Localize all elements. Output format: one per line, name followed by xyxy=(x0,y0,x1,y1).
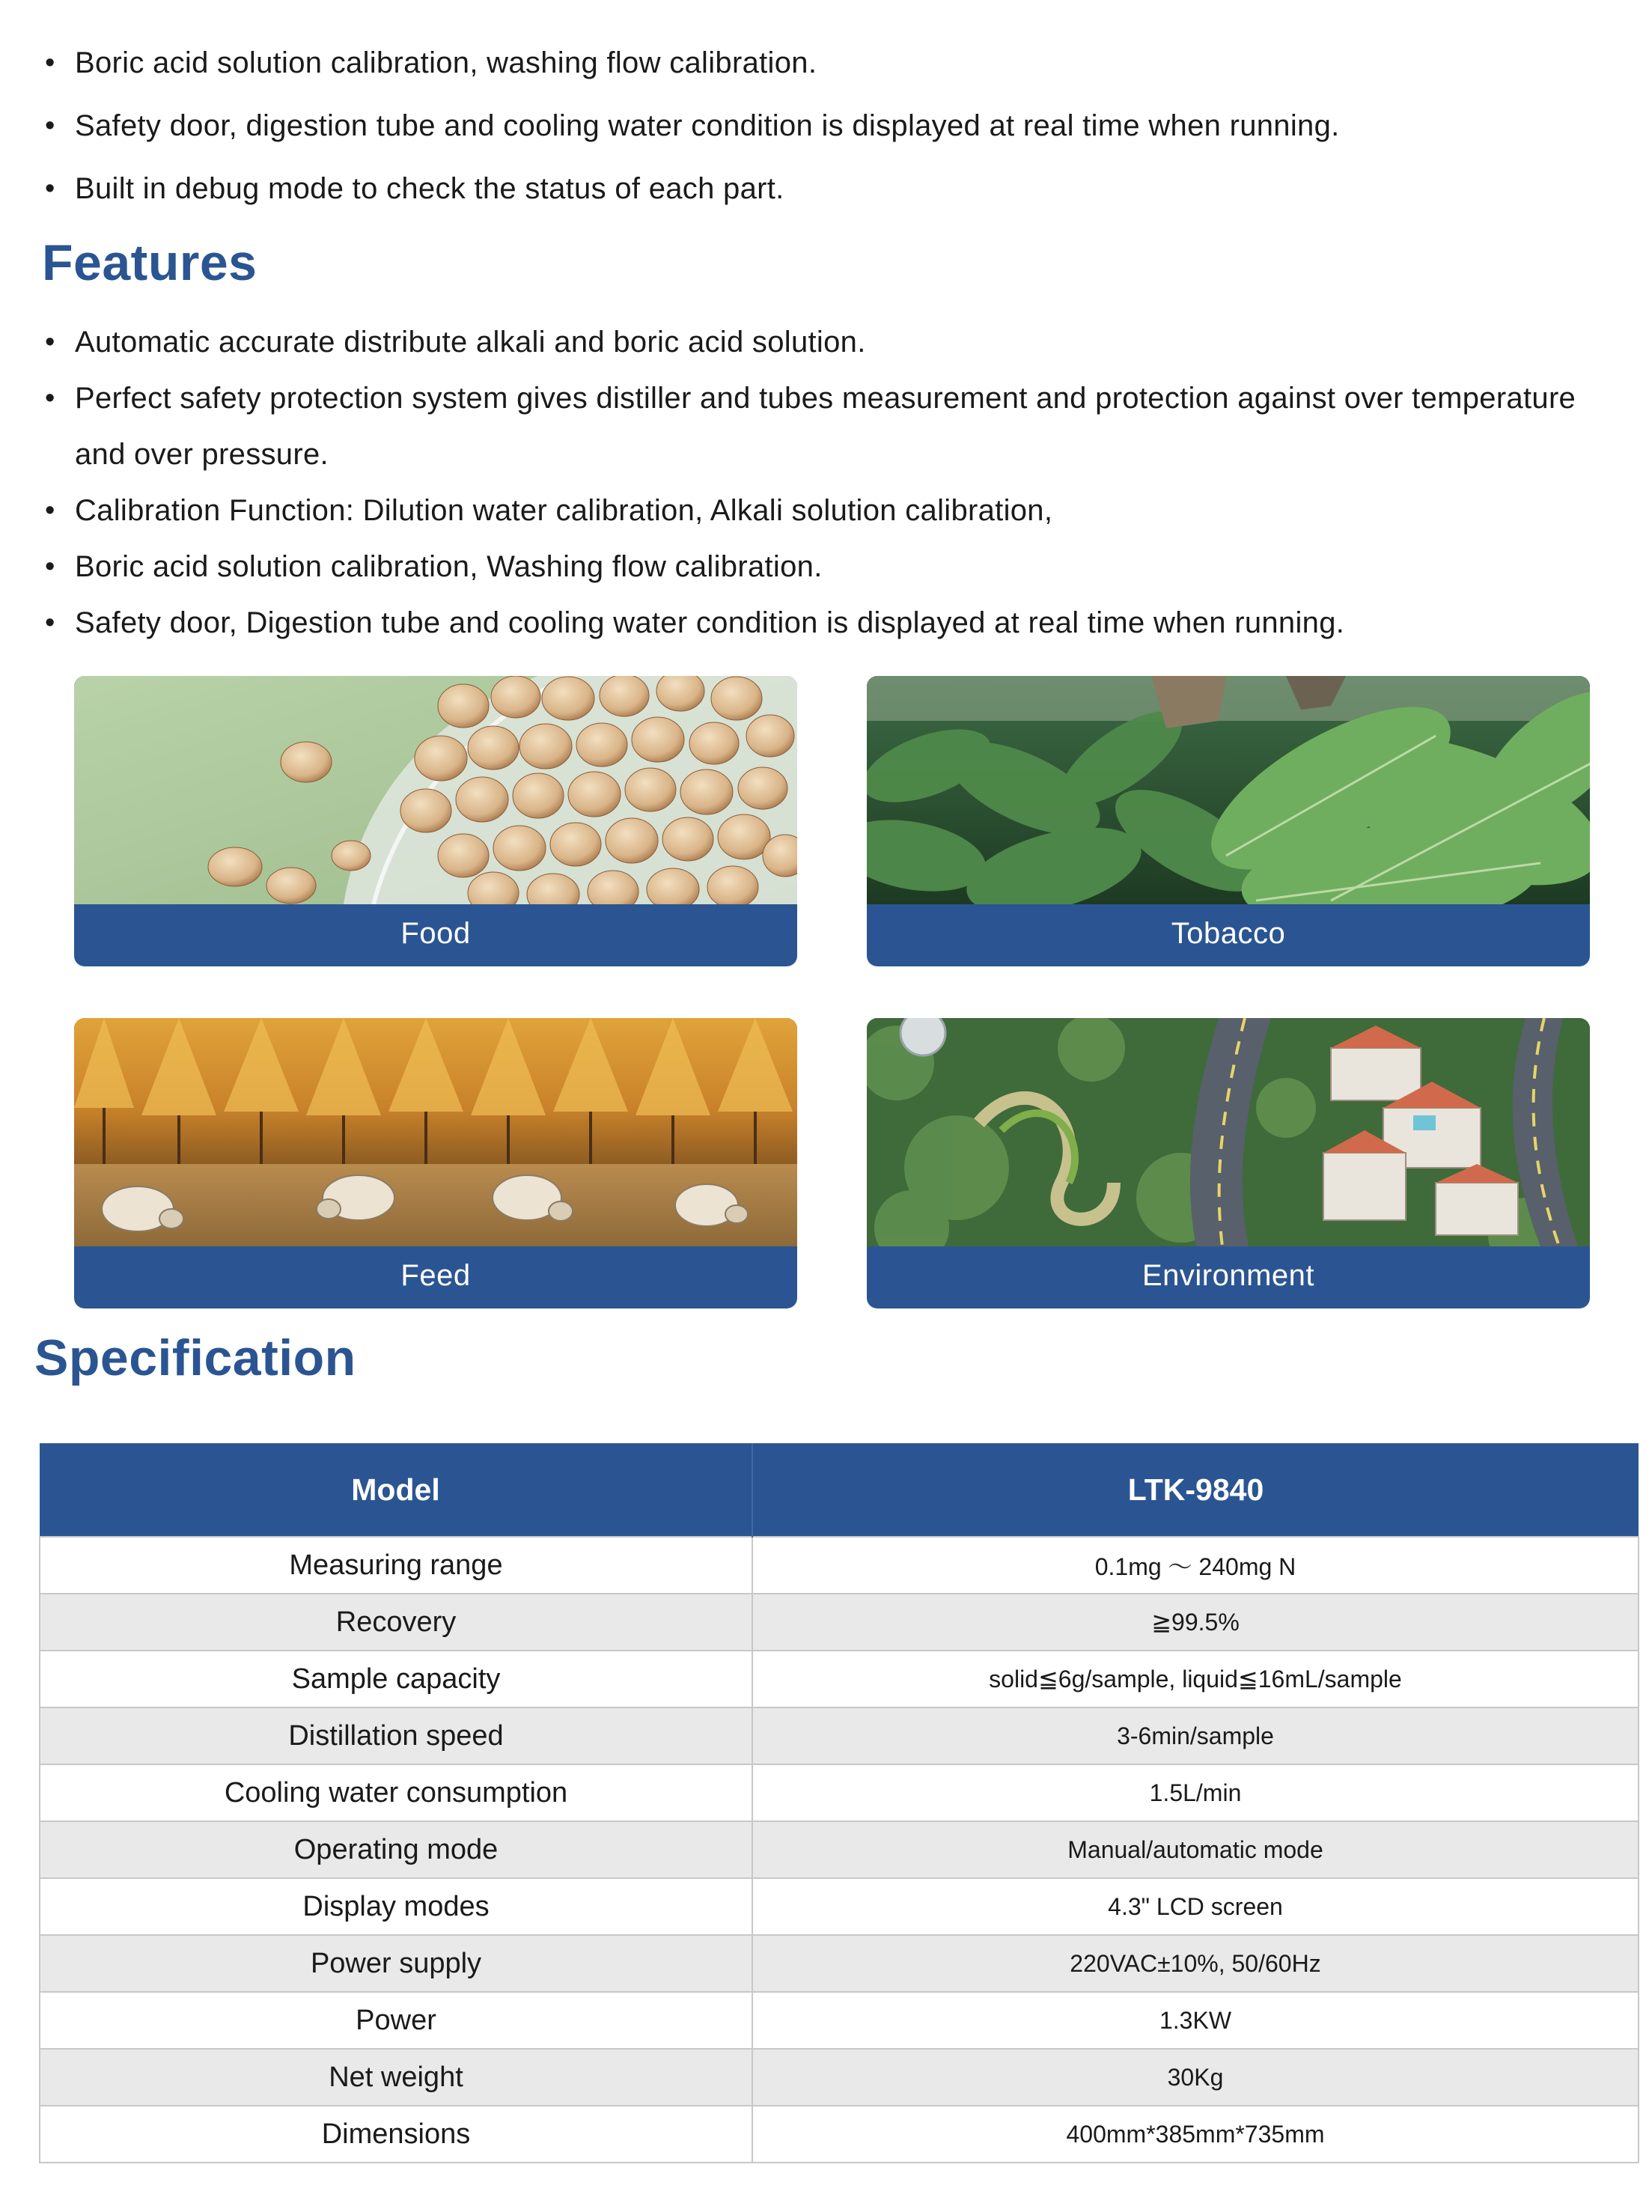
intro-bullet-text: Boric acid solution calibration, washing flow calibration. xyxy=(75,46,817,79)
feature-bullet-text: Boric acid solution calibration, Washing flow calibration. xyxy=(75,550,823,583)
feature-bullet xyxy=(42,539,1599,595)
table-row xyxy=(40,1821,1639,1878)
header-model-label: Model xyxy=(40,1443,752,1537)
spec-name: Dimensions xyxy=(40,2106,752,2163)
table-row xyxy=(40,1764,1639,1821)
intro-bullet xyxy=(42,94,1599,157)
feature-bullet-text: Safety door, Digestion tube and cooling water condition is displayed at real time when running. xyxy=(75,606,1345,639)
intro-bullet-text: Safety door, digestion tube and cooling water condition is displayed at real time when running. xyxy=(75,109,1340,142)
food-soybeans-image xyxy=(74,676,797,904)
feature-bullet xyxy=(42,595,1599,651)
spec-value: ≧99.5% xyxy=(752,1594,1639,1651)
table-row xyxy=(40,1878,1639,1935)
spec-name: Measuring range xyxy=(40,1537,752,1594)
spec-name: Display modes xyxy=(40,1878,752,1935)
bullet-dot: • xyxy=(45,326,55,358)
bullet-dot: • xyxy=(45,383,55,414)
application-card-environment xyxy=(867,1018,1590,1308)
spec-value: 4.3" LCD screen xyxy=(752,1878,1639,1935)
intro-bullet xyxy=(42,31,1599,94)
spec-name: Net weight xyxy=(40,2049,752,2106)
spec-name: Power xyxy=(40,1992,752,2049)
spec-value: solid≦6g/sample, liquid≦16mL/sample xyxy=(752,1651,1639,1707)
feature-bullet xyxy=(42,314,1599,371)
application-card-feed xyxy=(74,1018,797,1308)
feed-sheep-field-image xyxy=(74,1018,797,1246)
bullet-dot: • xyxy=(45,551,55,582)
application-card-tobacco xyxy=(867,676,1590,966)
spec-value: 0.1mg ～ 240mg N xyxy=(752,1537,1639,1594)
spec-value: 400mm*385mm*735mm xyxy=(752,2106,1639,2163)
spec-value: Manual/automatic mode xyxy=(752,1821,1639,1878)
spec-name: Distillation speed xyxy=(40,1707,752,1764)
spec-name: Cooling water consumption xyxy=(40,1764,752,1821)
application-label: Feed xyxy=(400,1259,471,1292)
intro-bullet-text: Built in debug mode to check the status of each part. xyxy=(75,172,784,205)
table-row xyxy=(40,1537,1639,1594)
header-model-value: LTK-9840 xyxy=(752,1443,1639,1537)
spec-value: 220VAC±10%, 50/60Hz xyxy=(752,1935,1639,1992)
spec-name: Operating mode xyxy=(40,1821,752,1878)
table-row xyxy=(40,1594,1639,1651)
feature-bullet-text: Calibration Function: Dilution water calibration, Alkali solution calibration, xyxy=(75,494,1053,527)
bullet-dot: • xyxy=(45,47,55,79)
spec-value: 30Kg xyxy=(752,2049,1639,2106)
features-bullet-list xyxy=(42,314,1599,651)
environment-aerial-image xyxy=(867,1018,1590,1246)
bullet-dot: • xyxy=(45,173,55,204)
specification-table xyxy=(39,1443,1639,2163)
feature-bullet-text: Perfect safety protection system gives distiller and tubes measurement and protection against over temperature and over pressure. xyxy=(75,382,1576,471)
spec-value: 3-6min/sample xyxy=(752,1707,1639,1764)
application-label: Tobacco xyxy=(1171,917,1286,950)
application-label: Environment xyxy=(1142,1259,1315,1292)
table-row xyxy=(40,1707,1639,1764)
spec-name: Recovery xyxy=(40,1594,752,1651)
spec-name: Power supply xyxy=(40,1935,752,1992)
application-label: Food xyxy=(400,917,471,950)
spec-name: Sample capacity xyxy=(40,1651,752,1707)
tobacco-field-image xyxy=(867,676,1590,904)
bullet-dot: • xyxy=(45,607,55,639)
intro-bullet-list xyxy=(42,31,1599,220)
bullet-dot: • xyxy=(45,495,55,526)
table-row xyxy=(40,2106,1639,2163)
feature-bullet xyxy=(42,371,1599,483)
application-card-food xyxy=(74,676,797,966)
features-heading: Features xyxy=(42,234,257,291)
spec-value: 1.5L/min xyxy=(752,1764,1639,1821)
spec-value: 1.3KW xyxy=(752,1992,1639,2049)
specification-heading: Specification xyxy=(34,1329,356,1386)
table-row xyxy=(40,1651,1639,1707)
table-header-row xyxy=(40,1443,1639,1537)
bullet-dot: • xyxy=(45,110,55,141)
intro-bullet xyxy=(42,157,1599,220)
table-row xyxy=(40,1992,1639,2049)
table-row xyxy=(40,1935,1639,1992)
feature-bullet xyxy=(42,483,1599,539)
table-row xyxy=(40,2049,1639,2106)
feature-bullet-text: Automatic accurate distribute alkali and boric acid solution. xyxy=(75,326,866,359)
